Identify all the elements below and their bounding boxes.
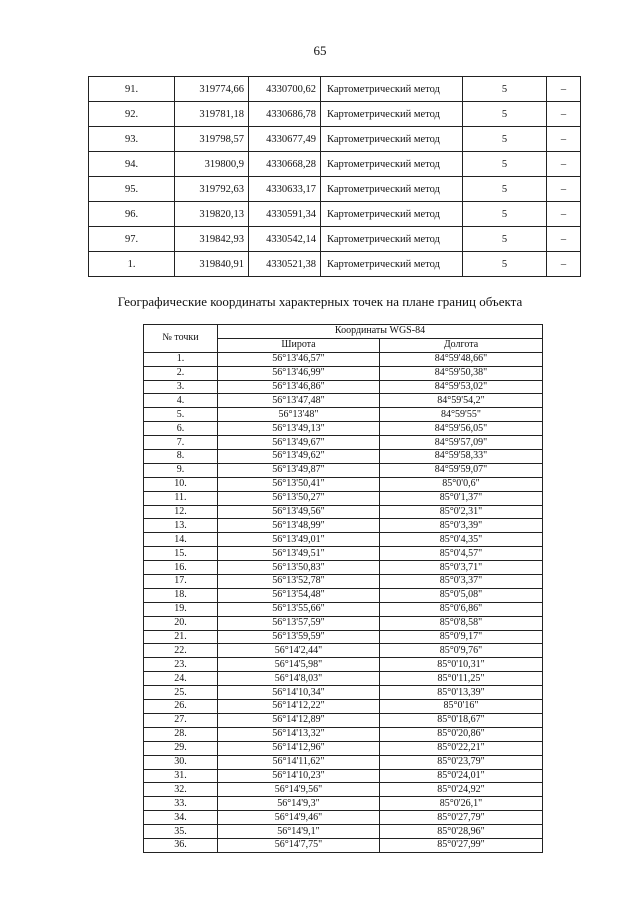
point-number-cell: 30. (144, 755, 218, 769)
point-number-cell: 9. (144, 463, 218, 477)
longitude-cell: 84°59'58,33" (380, 450, 543, 464)
header-latitude: Широта (218, 338, 380, 352)
method-cell: Картометрический метод (321, 127, 463, 152)
point-number-cell: 12. (144, 505, 218, 519)
point-number-cell: 27. (144, 713, 218, 727)
x-coordinate-cell: 319774,66 (175, 77, 249, 102)
point-number-cell: 25. (144, 686, 218, 700)
header-coordinates: Координаты WGS-84 (218, 325, 543, 339)
point-number-cell: 11. (144, 491, 218, 505)
point-number-cell: 94. (89, 152, 175, 177)
table-row (144, 658, 543, 672)
latitude-cell: 56°14'10,23" (218, 769, 380, 783)
table-row (144, 533, 543, 547)
table-row (144, 825, 543, 839)
accuracy-cell: 5 (463, 202, 547, 227)
table-row (144, 588, 543, 602)
method-cell: Картометрический метод (321, 77, 463, 102)
point-number-cell: 10. (144, 477, 218, 491)
longitude-cell: 85°0'16" (380, 700, 543, 714)
latitude-cell: 56°13'52,78" (218, 575, 380, 589)
longitude-cell: 84°59'48,66" (380, 352, 543, 366)
point-number-cell: 19. (144, 602, 218, 616)
table-row (89, 202, 581, 227)
table-row (89, 227, 581, 252)
y-coordinate-cell: 4330633,17 (249, 177, 321, 202)
point-number-cell: 21. (144, 630, 218, 644)
y-coordinate-cell: 4330521,38 (249, 252, 321, 277)
note-cell: – (547, 252, 581, 277)
table-row (144, 561, 543, 575)
longitude-cell: 85°0'22,21" (380, 741, 543, 755)
table-row (144, 436, 543, 450)
latitude-cell: 56°13'50,41" (218, 477, 380, 491)
x-coordinate-cell: 319792,63 (175, 177, 249, 202)
table-row (89, 127, 581, 152)
point-number-cell: 16. (144, 561, 218, 575)
latitude-cell: 56°13'46,86" (218, 380, 380, 394)
note-cell: – (547, 202, 581, 227)
latitude-cell: 56°13'49,13" (218, 422, 380, 436)
latitude-cell: 56°14'2,44" (218, 644, 380, 658)
longitude-cell: 85°0'4,35" (380, 533, 543, 547)
table-row (144, 547, 543, 561)
wgs84-coordinates-table (143, 324, 543, 853)
point-number-cell: 6. (144, 422, 218, 436)
table-row (144, 602, 543, 616)
table-row (144, 783, 543, 797)
longitude-cell: 85°0'20,86" (380, 727, 543, 741)
point-number-cell: 31. (144, 769, 218, 783)
table-row (144, 672, 543, 686)
accuracy-cell: 5 (463, 127, 547, 152)
latitude-cell: 56°14'12,89" (218, 713, 380, 727)
latitude-cell: 56°13'49,51" (218, 547, 380, 561)
table-row (144, 352, 543, 366)
wgs84-coordinates-body (144, 352, 543, 852)
longitude-cell: 85°0'10,31" (380, 658, 543, 672)
latitude-cell: 56°13'50,27" (218, 491, 380, 505)
table-row (144, 408, 543, 422)
table-row (144, 450, 543, 464)
table-row (144, 575, 543, 589)
table-row (144, 811, 543, 825)
point-number-cell: 20. (144, 616, 218, 630)
point-number-cell: 96. (89, 202, 175, 227)
latitude-cell: 56°14'13,32" (218, 727, 380, 741)
note-cell: – (547, 152, 581, 177)
longitude-cell: 85°0'8,58" (380, 616, 543, 630)
table-row (89, 152, 581, 177)
longitude-cell: 85°0'28,96" (380, 825, 543, 839)
point-number-cell: 2. (144, 366, 218, 380)
accuracy-cell: 5 (463, 102, 547, 127)
latitude-cell: 56°14'9,1" (218, 825, 380, 839)
point-number-cell: 93. (89, 127, 175, 152)
point-number-cell: 95. (89, 177, 175, 202)
y-coordinate-cell: 4330700,62 (249, 77, 321, 102)
section-title: Географические координаты характерных точек на плане границ объекта (117, 294, 523, 309)
table-row (144, 741, 543, 755)
longitude-cell: 85°0'11,25" (380, 672, 543, 686)
longitude-cell: 85°0'24,01" (380, 769, 543, 783)
longitude-cell: 85°0'0,6" (380, 477, 543, 491)
point-number-cell: 5. (144, 408, 218, 422)
y-coordinate-cell: 4330542,14 (249, 227, 321, 252)
point-number-cell: 36. (144, 838, 218, 852)
point-number-cell: 1. (89, 252, 175, 277)
table-row (89, 252, 581, 277)
page-number: 65 (313, 43, 327, 58)
point-number-cell: 22. (144, 644, 218, 658)
note-cell: – (547, 177, 581, 202)
point-number-cell: 24. (144, 672, 218, 686)
point-number-cell: 28. (144, 727, 218, 741)
x-coordinate-cell: 319820,13 (175, 202, 249, 227)
longitude-cell: 85°0'9,76" (380, 644, 543, 658)
table-row (144, 394, 543, 408)
accuracy-cell: 5 (463, 77, 547, 102)
method-cell: Картометрический метод (321, 252, 463, 277)
y-coordinate-cell: 4330668,28 (249, 152, 321, 177)
latitude-cell: 56°14'9,3" (218, 797, 380, 811)
point-number-cell: 32. (144, 783, 218, 797)
accuracy-cell: 5 (463, 227, 547, 252)
point-number-cell: 35. (144, 825, 218, 839)
point-number-cell: 18. (144, 588, 218, 602)
latitude-cell: 56°13'57,59" (218, 616, 380, 630)
point-number-cell: 17. (144, 575, 218, 589)
cartometric-points-table (88, 76, 581, 277)
table-row (89, 177, 581, 202)
note-cell: – (547, 102, 581, 127)
point-number-cell: 13. (144, 519, 218, 533)
method-cell: Картометрический метод (321, 177, 463, 202)
latitude-cell: 56°14'9,46" (218, 811, 380, 825)
table-row (89, 102, 581, 127)
longitude-cell: 85°0'27,99" (380, 838, 543, 852)
latitude-cell: 56°14'8,03" (218, 672, 380, 686)
note-cell: – (547, 77, 581, 102)
table-row (144, 477, 543, 491)
y-coordinate-cell: 4330591,34 (249, 202, 321, 227)
latitude-cell: 56°13'50,83" (218, 561, 380, 575)
latitude-cell: 56°13'49,56" (218, 505, 380, 519)
accuracy-cell: 5 (463, 177, 547, 202)
header-row (144, 325, 543, 339)
method-cell: Картометрический метод (321, 102, 463, 127)
latitude-cell: 56°13'47,48" (218, 394, 380, 408)
latitude-cell: 56°13'55,66" (218, 602, 380, 616)
point-number-cell: 15. (144, 547, 218, 561)
latitude-cell: 56°13'59,59" (218, 630, 380, 644)
latitude-cell: 56°13'48" (218, 408, 380, 422)
latitude-cell: 56°13'49,01" (218, 533, 380, 547)
longitude-cell: 85°0'27,79" (380, 811, 543, 825)
table-row (144, 366, 543, 380)
longitude-cell: 85°0'3,37" (380, 575, 543, 589)
x-coordinate-cell: 319798,57 (175, 127, 249, 152)
latitude-cell: 56°14'5,98" (218, 658, 380, 672)
table-row (144, 491, 543, 505)
table-row (144, 380, 543, 394)
longitude-cell: 85°0'9,17" (380, 630, 543, 644)
table-row (144, 700, 543, 714)
longitude-cell: 84°59'50,38" (380, 366, 543, 380)
point-number-cell: 1. (144, 352, 218, 366)
longitude-cell: 84°59'55" (380, 408, 543, 422)
table-row (144, 519, 543, 533)
point-number-cell: 7. (144, 436, 218, 450)
latitude-cell: 56°14'12,96" (218, 741, 380, 755)
x-coordinate-cell: 319800,9 (175, 152, 249, 177)
longitude-cell: 84°59'54,2" (380, 394, 543, 408)
table-row (144, 797, 543, 811)
latitude-cell: 56°14'10,34" (218, 686, 380, 700)
latitude-cell: 56°13'46,99" (218, 366, 380, 380)
table-row (144, 616, 543, 630)
longitude-cell: 85°0'3,39" (380, 519, 543, 533)
longitude-cell: 85°0'4,57" (380, 547, 543, 561)
longitude-cell: 85°0'18,67" (380, 713, 543, 727)
table-row (144, 686, 543, 700)
table-row (144, 769, 543, 783)
latitude-cell: 56°13'46,57" (218, 352, 380, 366)
table-row (144, 644, 543, 658)
point-number-cell: 26. (144, 700, 218, 714)
point-number-cell: 23. (144, 658, 218, 672)
point-number-cell: 92. (89, 102, 175, 127)
table-row (144, 713, 543, 727)
longitude-cell: 85°0'2,31" (380, 505, 543, 519)
point-number-cell: 14. (144, 533, 218, 547)
table-row (144, 727, 543, 741)
latitude-cell: 56°13'49,87" (218, 463, 380, 477)
latitude-cell: 56°13'49,62" (218, 450, 380, 464)
accuracy-cell: 5 (463, 252, 547, 277)
y-coordinate-cell: 4330686,78 (249, 102, 321, 127)
note-cell: – (547, 227, 581, 252)
point-number-cell: 33. (144, 797, 218, 811)
latitude-cell: 56°14'11,62" (218, 755, 380, 769)
longitude-cell: 85°0'5,08" (380, 588, 543, 602)
longitude-cell: 84°59'56,05" (380, 422, 543, 436)
longitude-cell: 85°0'3,71" (380, 561, 543, 575)
header-point-number: № точки (144, 325, 218, 353)
note-cell: – (547, 127, 581, 152)
latitude-cell: 56°13'49,67" (218, 436, 380, 450)
table-row (144, 630, 543, 644)
table-row (144, 463, 543, 477)
method-cell: Картометрический метод (321, 202, 463, 227)
point-number-cell: 34. (144, 811, 218, 825)
longitude-cell: 84°59'57,09" (380, 436, 543, 450)
latitude-cell: 56°14'12,22" (218, 700, 380, 714)
latitude-cell: 56°13'48,99" (218, 519, 380, 533)
cartometric-points-body (89, 77, 581, 277)
point-number-cell: 3. (144, 380, 218, 394)
point-number-cell: 8. (144, 450, 218, 464)
longitude-cell: 85°0'26,1" (380, 797, 543, 811)
y-coordinate-cell: 4330677,49 (249, 127, 321, 152)
method-cell: Картометрический метод (321, 227, 463, 252)
table-row (144, 838, 543, 852)
longitude-cell: 85°0'24,92" (380, 783, 543, 797)
longitude-cell: 85°0'23,79" (380, 755, 543, 769)
point-number-cell: 4. (144, 394, 218, 408)
table-row (144, 505, 543, 519)
method-cell: Картометрический метод (321, 152, 463, 177)
point-number-cell: 91. (89, 77, 175, 102)
point-number-cell: 29. (144, 741, 218, 755)
latitude-cell: 56°14'7,75" (218, 838, 380, 852)
latitude-cell: 56°13'54,48" (218, 588, 380, 602)
table-row (89, 77, 581, 102)
x-coordinate-cell: 319840,91 (175, 252, 249, 277)
longitude-cell: 84°59'59,07" (380, 463, 543, 477)
latitude-cell: 56°14'9,56" (218, 783, 380, 797)
header-longitude: Долгота (380, 338, 543, 352)
table-row (144, 422, 543, 436)
longitude-cell: 84°59'53,02" (380, 380, 543, 394)
table-row (144, 755, 543, 769)
longitude-cell: 85°0'1,37" (380, 491, 543, 505)
accuracy-cell: 5 (463, 152, 547, 177)
longitude-cell: 85°0'6,86" (380, 602, 543, 616)
x-coordinate-cell: 319842,93 (175, 227, 249, 252)
point-number-cell: 97. (89, 227, 175, 252)
x-coordinate-cell: 319781,18 (175, 102, 249, 127)
longitude-cell: 85°0'13,39" (380, 686, 543, 700)
